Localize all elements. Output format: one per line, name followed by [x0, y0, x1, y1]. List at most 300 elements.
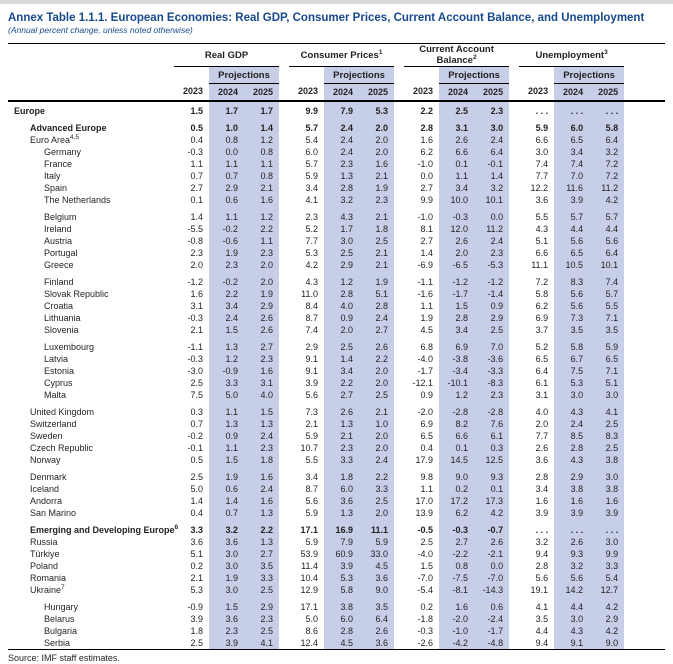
value-cell: 1.6 — [439, 601, 474, 613]
value-cell: -1.7 — [474, 625, 509, 637]
row-label: Emerging and Developing Europe$^6$ — [30, 523, 179, 535]
value-cell: 4.1 — [535, 601, 549, 612]
value-cell: 3.4 — [305, 471, 319, 482]
footnote-marker: 6 — [174, 523, 179, 531]
value-cell: 4.3 — [535, 223, 549, 234]
value-cell: 33.0 — [359, 548, 394, 560]
footnote-marker: 7 — [61, 583, 65, 591]
value-cell: -0.8 — [187, 235, 203, 246]
value-cell: 9.1 — [305, 365, 319, 376]
value-cell: 1.5 — [439, 300, 474, 312]
value-cell: 1.4 — [190, 211, 203, 222]
group-spacer — [279, 44, 289, 67]
value-cell: 3.5 — [244, 560, 279, 572]
value-cell: 8.6 — [305, 625, 319, 636]
value-cell: 7.5 — [554, 365, 589, 377]
group-spacer — [164, 288, 174, 300]
value-cell: 5.6 — [554, 300, 589, 312]
value-cell: 2.1 — [359, 170, 394, 182]
value-cell: 1.7 — [209, 105, 244, 117]
value-cell: 2.1 — [359, 211, 394, 223]
value-cell: 2.5 — [324, 341, 359, 353]
value-cell: 6.8 — [420, 341, 434, 352]
value-cell: 1.3 — [324, 170, 359, 182]
table-header — [8, 44, 665, 102]
value-cell: 1.6 — [359, 158, 394, 170]
value-cell: -5.4 — [417, 584, 434, 595]
value-cell: 1.2 — [209, 353, 244, 365]
value-cell: 0.7 — [209, 170, 244, 182]
value-cell: 9.8 — [420, 471, 434, 482]
empty-cell — [289, 67, 324, 84]
value-cell: 3.9 — [209, 637, 244, 650]
filler-cell — [624, 324, 665, 336]
value-cell: 2.2 — [324, 377, 359, 389]
value-cell: 1.3 — [324, 418, 359, 430]
table-row — [8, 389, 665, 401]
group-spacer — [509, 560, 519, 572]
filler-cell — [624, 389, 665, 401]
value-cell: 2.8 — [359, 300, 394, 312]
projections-label: Projections — [439, 67, 509, 84]
value-cell: -8.1 — [439, 584, 474, 596]
value-cell: 6.1 — [474, 430, 509, 442]
value-cell: 6.6 — [439, 430, 474, 442]
value-cell: 2.9 — [244, 300, 279, 312]
value-cell: 5.2 — [305, 223, 319, 234]
filler-cell — [624, 312, 665, 324]
value-cell: 2.5 — [589, 442, 624, 454]
value-cell: 2.7 — [420, 182, 434, 193]
row-label: Croatia — [44, 300, 74, 311]
group-spacer — [279, 454, 289, 466]
value-cell: 8.5 — [554, 430, 589, 442]
group-spacer — [394, 584, 404, 596]
value-cell: -0.2 — [187, 430, 203, 441]
value-cell: -0.2 — [209, 276, 244, 288]
value-cell: 3.4 — [439, 182, 474, 194]
group-spacer — [164, 44, 174, 67]
group-spacer — [164, 507, 174, 519]
table-row — [8, 353, 665, 365]
group-spacer — [394, 44, 404, 67]
row-label: Spain — [44, 182, 68, 193]
group-spacer — [279, 389, 289, 401]
group-spacer — [279, 276, 289, 288]
group-spacer — [164, 454, 174, 466]
value-cell: 5.5 — [589, 300, 624, 312]
value-cell: 5.1 — [190, 548, 203, 559]
value-cell: 2.7 — [324, 389, 359, 401]
filler-cell — [624, 44, 665, 67]
value-cell: -3.6 — [474, 353, 509, 365]
value-cell: . . . — [535, 105, 549, 116]
value-cell: 4.2 — [305, 259, 319, 270]
filler-cell — [624, 84, 665, 102]
value-cell: 1.5 — [244, 406, 279, 418]
year-header: 2025 — [589, 84, 624, 102]
table-row — [8, 507, 665, 519]
table-row — [8, 430, 665, 442]
group-spacer — [279, 341, 289, 353]
row-label: Luxembourg — [44, 341, 95, 352]
value-cell: -1.2 — [474, 276, 509, 288]
group-spacer — [394, 430, 404, 442]
filler-cell — [624, 300, 665, 312]
value-cell: -0.3 — [187, 353, 203, 364]
table-row — [8, 454, 665, 466]
group-spacer — [509, 524, 519, 536]
value-cell: 2.3 — [324, 158, 359, 170]
value-cell: 3.5 — [589, 324, 624, 336]
group-spacer — [394, 300, 404, 312]
group-spacer — [394, 471, 404, 483]
row-label: Europe — [14, 105, 46, 116]
value-cell: 5.3 — [305, 247, 319, 258]
table-row — [8, 524, 665, 536]
column-group-label: Real GDP — [174, 44, 279, 67]
value-cell: 4.0 — [244, 389, 279, 401]
row-label: Serbia — [8, 637, 164, 650]
group-spacer — [509, 495, 519, 507]
group-spacer — [279, 406, 289, 418]
group-spacer — [394, 312, 404, 324]
value-cell: 4.3 — [324, 211, 359, 223]
value-cell: 2.3 — [305, 211, 319, 222]
value-cell: 4.3 — [305, 276, 319, 287]
group-spacer — [279, 235, 289, 247]
value-cell: 3.0 — [474, 122, 509, 134]
group-spacer — [394, 194, 404, 206]
group-spacer — [279, 353, 289, 365]
value-cell: 2.8 — [554, 442, 589, 454]
value-cell: -2.8 — [474, 406, 509, 418]
year-header: 2023 — [174, 84, 209, 102]
group-spacer — [279, 259, 289, 271]
value-cell: 2.3 — [190, 247, 203, 258]
group-spacer — [164, 483, 174, 495]
value-cell: 5.3 — [359, 105, 394, 117]
table-row — [8, 324, 665, 336]
economies-table — [8, 43, 665, 650]
row-label: The Netherlands — [44, 194, 111, 205]
value-cell: 2.6 — [359, 341, 394, 353]
projections-row — [8, 67, 665, 84]
value-cell: 9.1 — [554, 637, 589, 650]
value-cell: -1.0 — [439, 625, 474, 637]
group-spacer — [164, 625, 174, 637]
value-cell: 3.0 — [209, 560, 244, 572]
value-cell: -7.0 — [417, 572, 434, 583]
value-cell: 4.2 — [589, 601, 624, 613]
filler-cell — [624, 613, 665, 625]
value-cell: 2.8 — [439, 312, 474, 324]
value-cell: 5.6 — [535, 572, 549, 583]
value-cell: -1.1 — [187, 341, 203, 352]
value-cell: 5.6 — [554, 572, 589, 584]
value-cell: 5.3 — [554, 377, 589, 389]
value-cell: 3.6 — [359, 572, 394, 584]
value-cell: 2.1 — [190, 324, 203, 335]
value-cell: 2.7 — [244, 548, 279, 560]
filler-cell — [624, 67, 665, 84]
row-label: Latvia — [44, 353, 69, 364]
row-label: Ireland — [44, 223, 72, 234]
filler-cell — [624, 418, 665, 430]
group-spacer — [164, 548, 174, 560]
value-cell: -2.0 — [439, 613, 474, 625]
value-cell: 2.2 — [244, 524, 279, 536]
value-cell: 1.7 — [244, 105, 279, 117]
group-spacer — [509, 146, 519, 158]
value-cell: 10.1 — [589, 259, 624, 271]
value-cell: 6.4 — [359, 613, 394, 625]
value-cell: 5.0 — [190, 483, 203, 494]
value-cell: -0.9 — [187, 601, 203, 612]
value-cell: 9.9 — [305, 105, 319, 116]
value-cell: 3.3 — [244, 572, 279, 584]
value-cell: 4.1 — [589, 406, 624, 418]
value-cell: 2.7 — [420, 235, 434, 246]
group-spacer — [394, 105, 404, 117]
group-spacer — [279, 312, 289, 324]
group-spacer — [279, 572, 289, 584]
value-cell: 0.1 — [474, 483, 509, 495]
value-cell: 2.5 — [589, 418, 624, 430]
group-spacer — [394, 536, 404, 548]
value-cell: 3.4 — [554, 146, 589, 158]
value-cell: 5.7 — [554, 211, 589, 223]
value-cell: 0.4 — [420, 442, 434, 453]
group-spacer — [164, 324, 174, 336]
value-cell: 3.3 — [324, 454, 359, 466]
value-cell: 1.7 — [324, 223, 359, 235]
value-cell: 4.3 — [554, 406, 589, 418]
row-label: Belgium — [44, 211, 77, 222]
value-cell: 0.9 — [209, 430, 244, 442]
column-group-label: Consumer Prices$^1$ — [289, 44, 394, 67]
value-cell: 6.0 — [324, 613, 359, 625]
value-cell: 0.8 — [244, 170, 279, 182]
value-cell: 2.4 — [244, 483, 279, 495]
value-cell: 7.2 — [589, 158, 624, 170]
value-cell: 0.8 — [244, 146, 279, 158]
value-cell: 1.4 — [474, 170, 509, 182]
table-row — [8, 601, 665, 613]
value-cell: 6.9 — [535, 312, 549, 323]
value-cell: -1.8 — [417, 613, 434, 624]
value-cell: 11.1 — [359, 524, 394, 536]
value-cell: 5.9 — [589, 341, 624, 353]
value-cell: 2.3 — [244, 353, 279, 365]
value-cell: 3.2 — [589, 146, 624, 158]
value-cell: 2.3 — [244, 442, 279, 454]
value-cell: 2.0 — [359, 430, 394, 442]
value-cell: 3.1 — [190, 300, 203, 311]
value-cell: 5.6 — [305, 495, 319, 506]
value-cell: 4.0 — [535, 406, 549, 417]
group-spacer — [164, 276, 174, 288]
value-cell: 3.1 — [439, 122, 474, 134]
value-cell: 1.8 — [190, 625, 203, 636]
group-spacer — [394, 288, 404, 300]
table-row — [8, 211, 665, 223]
value-cell: 0.4 — [190, 134, 203, 145]
value-cell: 2.8 — [535, 560, 549, 571]
group-spacer — [509, 276, 519, 288]
row-label: Germany — [44, 146, 82, 157]
value-cell: 2.4 — [474, 235, 509, 247]
value-cell: 2.8 — [420, 122, 434, 133]
table-row — [8, 223, 665, 235]
group-spacer — [164, 601, 174, 613]
value-cell: 2.2 — [359, 471, 394, 483]
value-cell: 1.5 — [209, 601, 244, 613]
value-cell: -14.3 — [474, 584, 509, 596]
group-spacer — [164, 418, 174, 430]
filler-cell — [624, 365, 665, 377]
value-cell: 2.2 — [420, 105, 434, 116]
filler-cell — [624, 211, 665, 223]
group-spacer — [164, 471, 174, 483]
value-cell: 3.8 — [589, 483, 624, 495]
value-cell: 2.5 — [420, 536, 434, 547]
value-cell: 3.4 — [535, 483, 549, 494]
group-spacer — [164, 182, 174, 194]
value-cell: 7.2 — [589, 170, 624, 182]
value-cell: 2.9 — [209, 182, 244, 194]
value-cell: 3.5 — [535, 613, 549, 624]
table-row — [8, 134, 665, 146]
value-cell: 4.2 — [589, 194, 624, 206]
value-cell: 2.6 — [535, 442, 549, 453]
value-cell: -0.2 — [209, 223, 244, 235]
value-cell: 7.7 — [535, 170, 549, 181]
value-cell: 5.6 — [554, 288, 589, 300]
group-spacer — [279, 613, 289, 625]
filler-cell — [624, 247, 665, 259]
value-cell: 5.0 — [305, 613, 319, 624]
group-spacer — [394, 158, 404, 170]
row-label: Slovenia — [44, 324, 79, 335]
value-cell: 11.0 — [301, 288, 319, 299]
value-cell: 4.5 — [420, 324, 434, 335]
group-spacer — [394, 122, 404, 134]
value-cell: 12.9 — [300, 584, 319, 595]
value-cell: 0.6 — [209, 483, 244, 495]
column-group-label: Current Account Balance$^2$ — [404, 44, 509, 67]
year-header: 2023 — [404, 84, 439, 102]
value-cell: 5.7 — [305, 158, 319, 169]
group-spacer — [164, 495, 174, 507]
value-cell: 4.3 — [554, 625, 589, 637]
value-cell: -0.7 — [474, 524, 509, 536]
row-label: Euro Area$^{4,5}$ — [30, 133, 80, 145]
value-cell: 2.8 — [535, 471, 549, 482]
table-row — [8, 146, 665, 158]
value-cell: 7.2 — [535, 276, 549, 287]
value-cell: 7.1 — [589, 312, 624, 324]
group-spacer — [279, 560, 289, 572]
filler-cell — [624, 637, 665, 650]
value-cell: 11.6 — [554, 182, 589, 194]
filler-cell — [624, 430, 665, 442]
value-cell: 8.1 — [420, 223, 434, 234]
projections-label: Projections — [554, 67, 624, 84]
value-cell: 6.5 — [554, 247, 589, 259]
group-spacer — [394, 235, 404, 247]
value-cell: . . . — [535, 524, 549, 535]
value-cell: 2.3 — [244, 247, 279, 259]
group-spacer — [164, 211, 174, 223]
filler-cell — [624, 170, 665, 182]
value-cell: -2.0 — [417, 406, 434, 417]
value-cell: 1.6 — [535, 495, 549, 506]
group-spacer — [394, 406, 404, 418]
value-cell: 2.0 — [244, 259, 279, 271]
value-cell: 2.6 — [554, 536, 589, 548]
value-cell: 3.6 — [359, 637, 394, 650]
value-cell: 10.0 — [439, 194, 474, 206]
group-spacer — [164, 223, 174, 235]
group-spacer — [279, 182, 289, 194]
group-spacer — [164, 637, 174, 650]
value-cell: 5.5 — [535, 211, 549, 222]
group-spacer — [394, 524, 404, 536]
value-cell: 7.9 — [324, 105, 359, 117]
value-cell: 5.9 — [359, 536, 394, 548]
value-cell: -10.1 — [439, 377, 474, 389]
value-cell: 2.1 — [324, 430, 359, 442]
table-row — [8, 158, 665, 170]
value-cell: 7.0 — [474, 341, 509, 353]
value-cell: 9.0 — [439, 471, 474, 483]
filler-cell — [624, 495, 665, 507]
value-cell: 3.6 — [324, 495, 359, 507]
value-cell: 3.1 — [244, 377, 279, 389]
year-header: 2024 — [554, 84, 589, 102]
value-cell: 9.9 — [420, 194, 434, 205]
corner-cell — [8, 84, 164, 102]
table-row — [8, 194, 665, 206]
group-spacer — [164, 536, 174, 548]
value-cell: 3.4 — [324, 365, 359, 377]
value-cell: 8.3 — [589, 430, 624, 442]
value-cell: 7.6 — [474, 418, 509, 430]
table-row — [8, 613, 665, 625]
value-cell: 2.1 — [190, 572, 203, 583]
value-cell: 3.6 — [209, 536, 244, 548]
value-cell: 5.1 — [359, 288, 394, 300]
value-cell: 17.1 — [300, 601, 319, 612]
value-cell: 5.1 — [589, 377, 624, 389]
group-spacer — [509, 341, 519, 353]
group-spacer — [164, 584, 174, 596]
value-cell: 2.9 — [589, 613, 624, 625]
value-cell: 1.6 — [244, 471, 279, 483]
group-spacer — [394, 67, 404, 84]
group-spacer — [509, 353, 519, 365]
group-spacer — [509, 507, 519, 519]
value-cell: -2.1 — [474, 548, 509, 560]
group-spacer — [394, 637, 404, 650]
value-cell: 5.9 — [305, 507, 319, 518]
value-cell: 2.4 — [324, 146, 359, 158]
filler-cell — [624, 584, 665, 596]
value-cell: 3.9 — [589, 507, 624, 519]
group-spacer — [164, 365, 174, 377]
value-cell: 2.5 — [190, 377, 203, 388]
